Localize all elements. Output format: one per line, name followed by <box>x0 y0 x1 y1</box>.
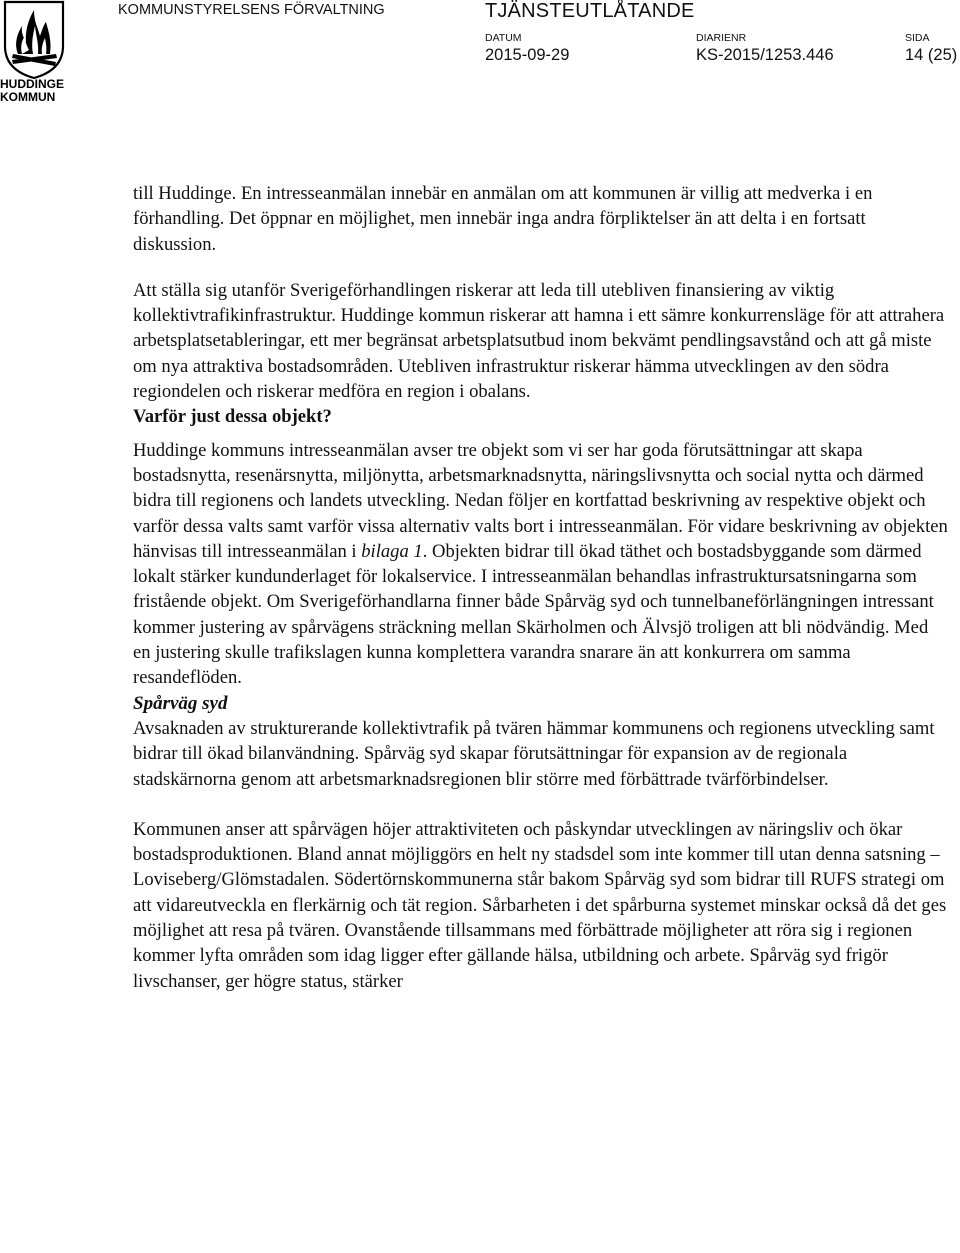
paragraph-objekt-text-2: . Objekten bidrar till ökad täthet och bostadsbyggande som därmed lokalt stärker kundunderlaget för lokalservice. I intresseanmälan behandlas infrastruktursatsningarna som fristående objekt. Om Sverigeförhandlarna finner både Spårväg syd och tunnelbaneförlängningen intressant kommer justering av spårvägens sträckning mellan Skärholmen och Älvsjö troligen att bli nödvändig. Med en justering skulle trafikslagen kunna komplettera varandra snarare än att konkurrera om samma resandeflöden. <box>133 540 934 689</box>
registry-label: DIARIENR <box>696 32 747 44</box>
paragraph-sparvag-2: Kommunen anser att spårvägen höjer attraktiviteten och påskyndar utvecklingen av näringsliv och ökar bostadsproduktionen. Bland annat möjliggörs en helt ny stadsdel som inte kommer till utan denna satsning – Loviseberg/Glömstadalen. Södertörnskommunerna står bakom Spårväg syd som bidrar till RUFS strategi om att vidareutveckla en flerkärnig och tät region. Sårbarheten i det spårburna systemet minskar också då det ges möjlighet att resa på tvären. Ovanstående tillsammans med förbättrade möjligheter att röra sig i regionen kommer lyfta områden som idag ligger efter gällande hälsa, utbildning och arbete. Spårväg syd frigör livschanser, ger högre status, stärker <box>133 818 947 992</box>
date-label: DATUM <box>485 32 522 44</box>
bilaga-reference: bilaga 1 <box>361 540 423 562</box>
paragraph-risk: Att ställa sig utanför Sverigeförhandlingen riskerar att leda till utebliven finansiering av viktig kollektivtrafikinfrastruktur. Huddinge kommun riskerar att hamna i ett sämre konkurrensläge för att attrahera arbetsplatsetableringar, ett mer begränsat arbetsplatsutbud inom bekvämt pendlingsavstånd och att gå miste om nya attraktiva bostadsområden. Utebliven infrastruktur riskerar hämma utvecklingen av den södra regiondelen och riskerar medföra en region i obalans. <box>133 279 945 403</box>
organization-name: KOMMUNSTYRELSENS FÖRVALTNING <box>118 2 385 18</box>
page-number: 14 (25) <box>905 46 958 64</box>
huddinge-logo <box>0 0 68 108</box>
document-body <box>133 181 948 994</box>
paragraph-intresseanmalan: till Huddinge. En intresseanmälan innebär en anmälan om att kommunen är villig att medverka i en förhandling. Det öppnar en möjlighet, men innebär inga andra förpliktelser än att delta i en fortsatt diskussion. <box>133 183 873 255</box>
heading-varfor-objekt: Varför just dessa objekt? <box>133 406 332 428</box>
page-label: SIDA <box>905 32 930 44</box>
coat-of-arms-icon <box>0 0 68 80</box>
logo-wordmark <box>0 78 72 104</box>
registry-value: KS-2015/1253.446 <box>696 46 834 64</box>
paragraph-sparvag-1: Avsaknaden av strukturerande kollektivtrafik på tvären hämmar kommunens och regionens utveckling samt bidrar till ökad bilanvändning. Spårväg syd skapar förutsättningar för expansion av de regionala stadskärnorna genom att arbetsmarknadsregionen blir större med förbättrade tvärförbindelser. <box>133 717 935 790</box>
paragraph-objekt-text-1: Huddinge kommuns intresseanmälan avser tre objekt som vi ser har goda förutsättningar att skapa bostadsnytta, resenärsnytta, miljönytta, arbetsmarknadsnytta, näringslivsnytta och social nytta och därmed bidra till regionens och landets utveckling. Nedan följer en kortfattad beskrivning av respektive objekt och varför dessa valts samt varför vissa alternativ valts bort i intresseanmälan. För vidare beskrivning av objekten hänvisas till intresseanmälan i <box>133 439 948 562</box>
paragraph-objekt <box>133 438 948 691</box>
document-type: TJÄNSTEUTLÅTANDE <box>485 0 695 22</box>
date-value: 2015-09-29 <box>485 46 570 64</box>
logo-text-line-1: HUDDINGE <box>0 77 65 91</box>
heading-sparvag-syd: Spårväg syd <box>133 692 228 714</box>
logo-text-line-2: KOMMUN <box>0 90 56 104</box>
